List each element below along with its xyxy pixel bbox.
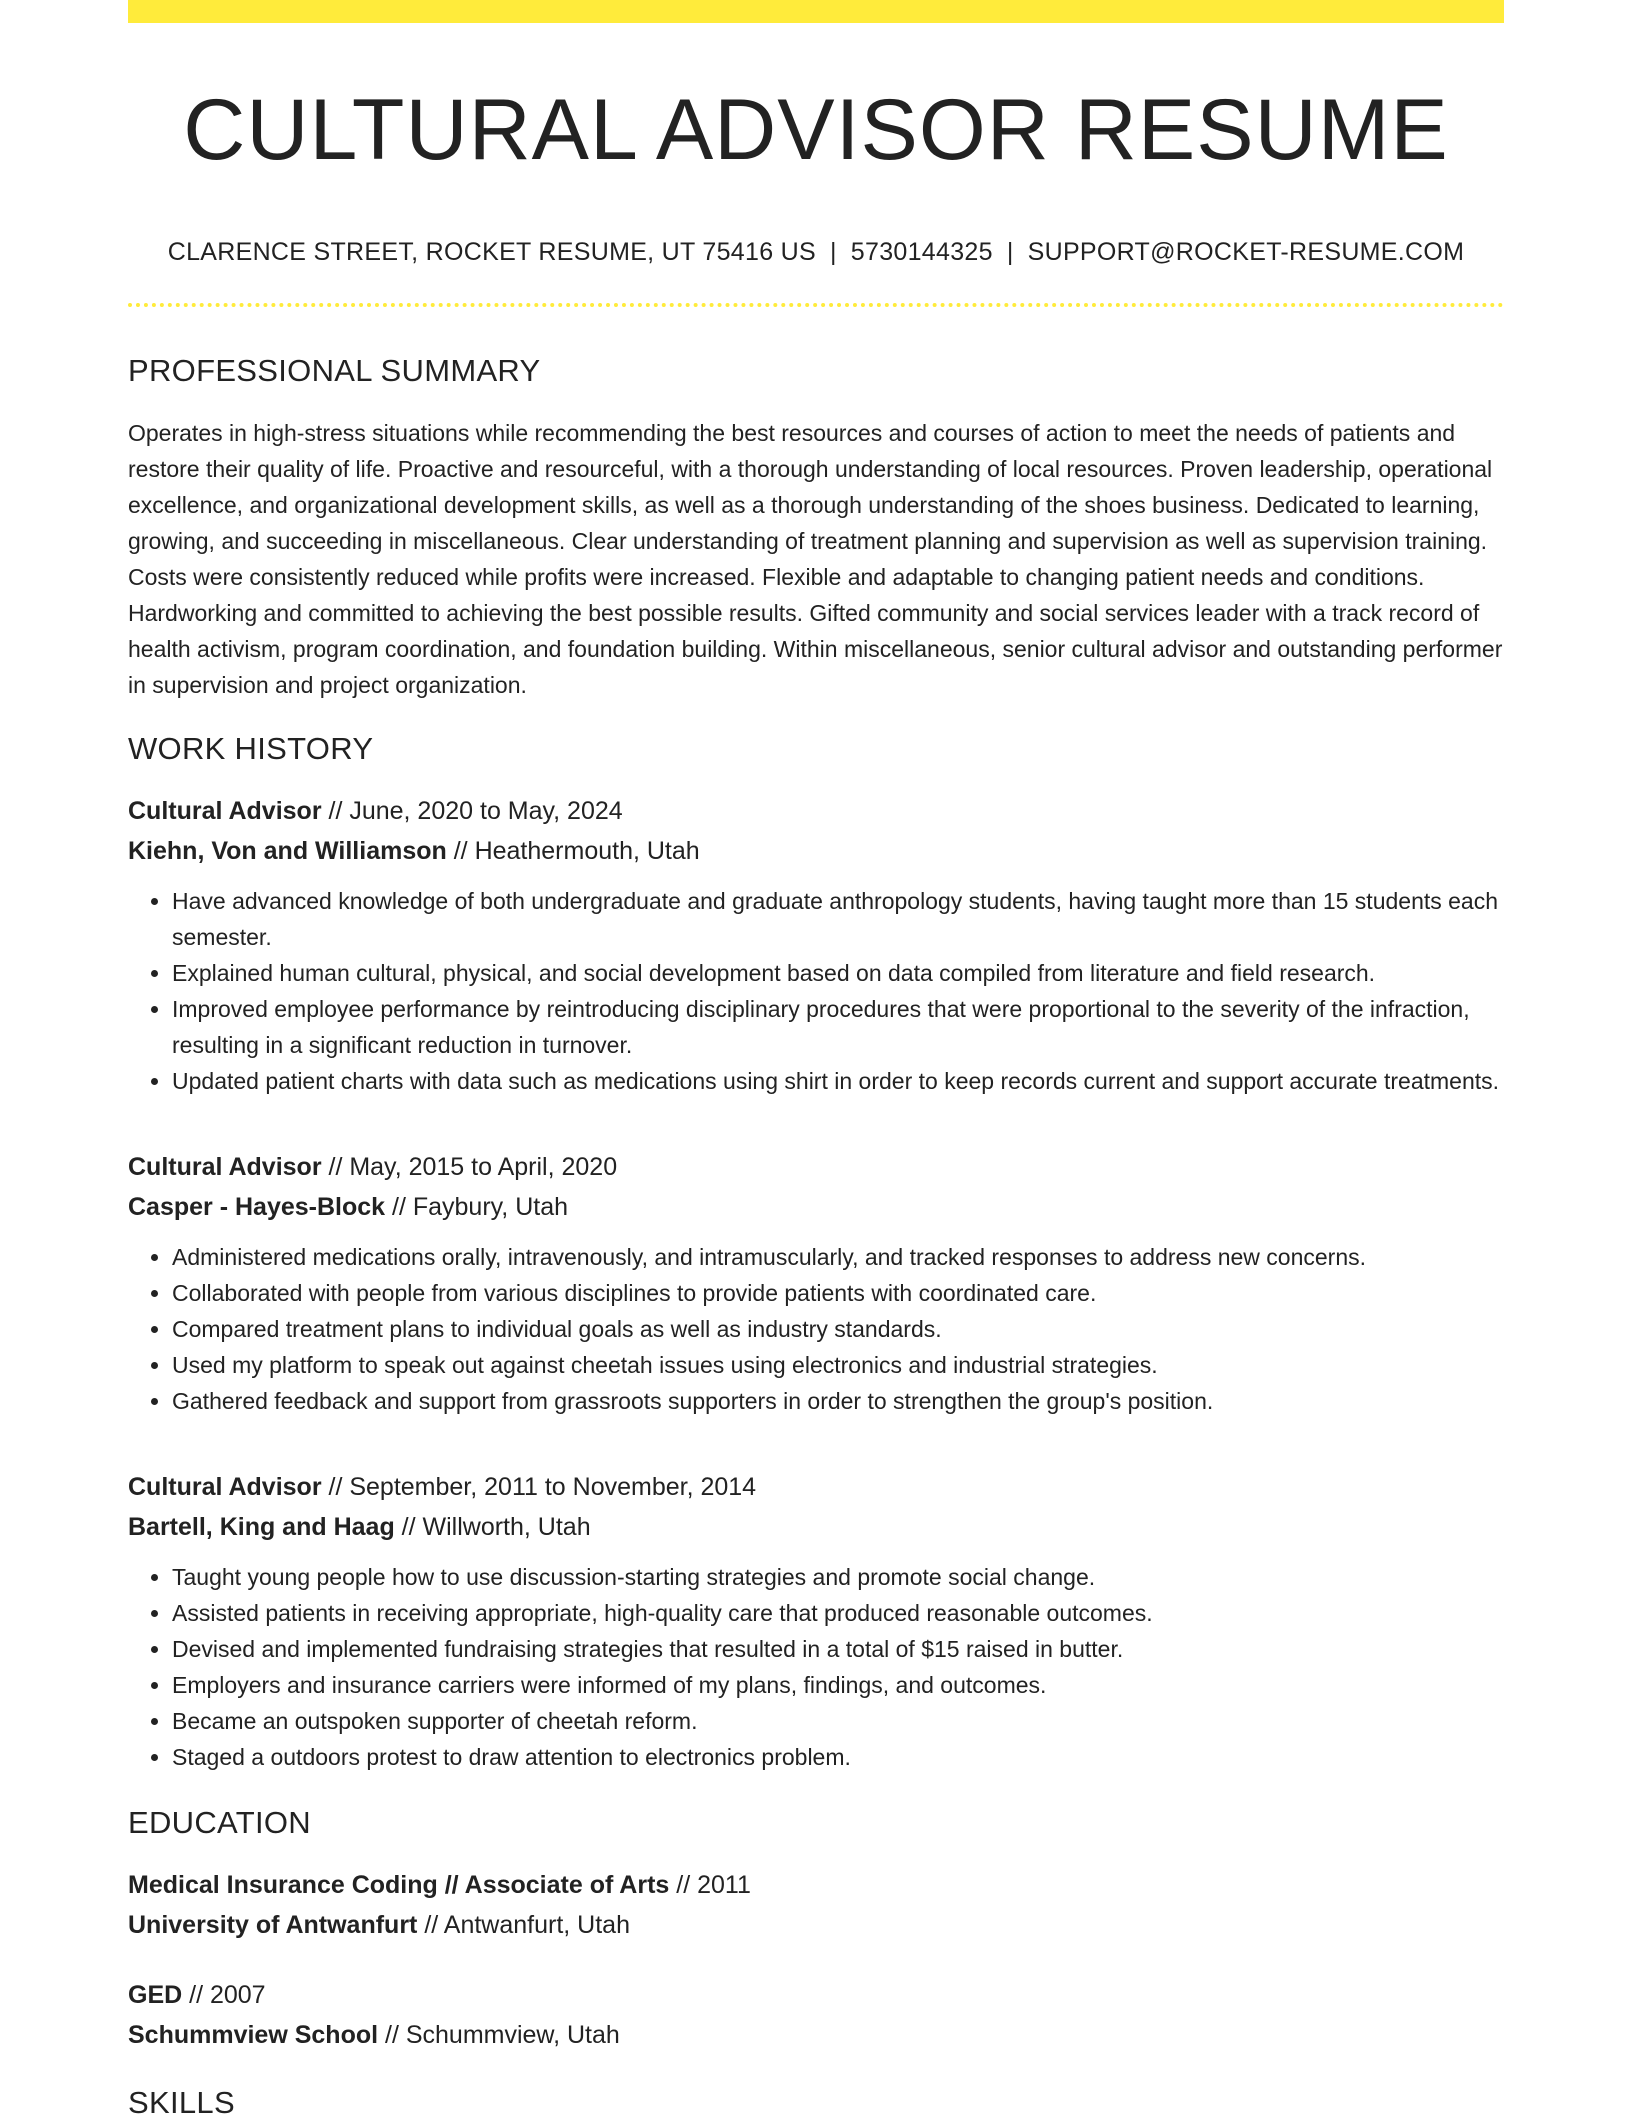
job-entry	[128, 1467, 1504, 1775]
job-title: Cultural Advisor	[128, 796, 322, 825]
education-school-line	[128, 2015, 1504, 2055]
job-bullet: • Taught young people how to use discussion-starting strategies and promote social change.	[172, 1559, 1504, 1595]
job-bullets	[128, 883, 1504, 1099]
job-company: Kiehn, Von and Williamson	[128, 836, 447, 865]
resume-page	[128, 0, 1504, 2121]
contact-address: CLARENCE STREET, ROCKET RESUME, UT 75416 US	[167, 237, 816, 266]
job-company-line	[128, 831, 1504, 871]
summary-heading: PROFESSIONAL SUMMARY	[128, 352, 541, 388]
education-entry	[128, 1975, 1504, 2055]
job-bullet: • Employers and insurance carriers were informed of my plans, findings, and outcomes.	[172, 1667, 1504, 1703]
contact-phone: 5730144325	[850, 237, 993, 266]
education-year: // 2011	[669, 1870, 751, 1899]
job-bullet: • Explained human cultural, physical, and social development based on data compiled from literature and field research.	[172, 955, 1504, 991]
education-degree-line	[128, 1865, 1504, 1905]
job-dates: // June, 2020 to May, 2024	[321, 796, 623, 825]
job-bullets	[128, 1559, 1504, 1775]
education-heading: EDUCATION	[128, 1804, 311, 1840]
job-title: Cultural Advisor	[128, 1472, 322, 1501]
job-company: Bartell, King and Haag	[128, 1512, 395, 1541]
education-school: University of Antwanfurt	[128, 1910, 418, 1939]
job-dates: // May, 2015 to April, 2020	[321, 1152, 618, 1181]
job-bullet: • Assisted patients in receiving appropriate, high-quality care that produced reasonable outcomes.	[172, 1595, 1504, 1631]
education-degree-line	[128, 1975, 1504, 2015]
job-title-line	[128, 1147, 1504, 1187]
job-company-line	[128, 1187, 1504, 1227]
job-entry	[128, 1147, 1504, 1419]
job-bullet: • Devised and implemented fundraising strategies that resulted in a total of $15 raised in butter.	[172, 1631, 1504, 1667]
job-entry	[128, 791, 1504, 1099]
job-bullet: • Became an outspoken supporter of cheetah reform.	[172, 1703, 1504, 1739]
job-bullet: • Collaborated with people from various disciplines to provide patients with coordinated care.	[172, 1275, 1504, 1311]
contact-line	[128, 238, 1504, 267]
job-bullet: • Staged a outdoors protest to draw attention to electronics problem.	[172, 1739, 1504, 1775]
education-location: // Schummview, Utah	[378, 2020, 620, 2049]
job-company-line	[128, 1507, 1504, 1547]
top-accent-bar	[128, 0, 1504, 23]
contact-separator: |	[1006, 237, 1014, 266]
education-entry	[128, 1865, 1504, 1945]
job-bullet: • Have advanced knowledge of both undergraduate and graduate anthropology students, having taught more than 15 students each semester.	[172, 883, 1504, 955]
job-company: Casper - Hayes-Block	[128, 1192, 386, 1221]
education-year: // 2007	[182, 1980, 266, 2009]
education-location: // Antwanfurt, Utah	[417, 1910, 630, 1939]
work-history-heading: WORK HISTORY	[128, 730, 374, 766]
education-school: Schummview School	[128, 2020, 379, 2049]
job-location: // Heathermouth, Utah	[446, 836, 700, 865]
dotted-divider	[128, 303, 1504, 307]
job-location: // Faybury, Utah	[385, 1192, 568, 1221]
job-bullet: • Updated patient charts with data such as medications using shirt in order to keep records current and support accurate treatments.	[172, 1063, 1504, 1099]
job-title-line	[128, 1467, 1504, 1507]
skills-heading: SKILLS	[128, 2084, 235, 2120]
job-location: // Willworth, Utah	[394, 1512, 591, 1541]
job-bullets	[128, 1239, 1504, 1419]
education-school-line	[128, 1905, 1504, 1945]
education-degree: Medical Insurance Coding // Associate of Arts	[128, 1870, 670, 1899]
job-title-line	[128, 791, 1504, 831]
job-title: Cultural Advisor	[128, 1152, 322, 1181]
summary-text: Operates in high-stress situations while recommending the best resources and courses of action to meet the needs of patients and restore their quality of life. Proactive and resourceful, with a thorough understanding of local resources. Proven leadership, operational excellence, and organizational development skills, as well as a thorough understanding of the shoes business. Dedicated to learning, growing, and succeeding in miscellaneous. Clear understanding of treatment planning and supervision as well as supervision training. Costs were consistently reduced while profits were increased. Flexible and adaptable to changing patient needs and conditions. Hardworking and committed to achieving the best possible results. Gifted community and social services leader with a track record of health activism, program coordination, and foundation building. Within miscellaneous, senior cultural advisor and outstanding performer in supervision and project organization.	[128, 419, 1503, 698]
job-bullet: • Administered medications orally, intravenously, and intramuscularly, and tracked responses to address new concerns.	[172, 1239, 1504, 1275]
job-bullet: • Compared treatment plans to individual goals as well as industry standards.	[172, 1311, 1504, 1347]
resume-title: CULTURAL ADVISOR RESUME	[183, 82, 1449, 178]
job-dates: // September, 2011 to November, 2014	[321, 1472, 757, 1501]
contact-separator: |	[829, 237, 837, 266]
education-degree: GED	[128, 1980, 183, 2009]
job-bullet: • Improved employee performance by reintroducing disciplinary procedures that were proportional to the severity of the infraction, resulting in a significant reduction in turnover.	[172, 991, 1504, 1063]
contact-email: SUPPORT@ROCKET-RESUME.COM	[1027, 237, 1465, 266]
job-bullet: • Gathered feedback and support from grassroots supporters in order to strengthen the group's position.	[172, 1383, 1504, 1419]
job-bullet: • Used my platform to speak out against cheetah issues using electronics and industrial strategies.	[172, 1347, 1504, 1383]
